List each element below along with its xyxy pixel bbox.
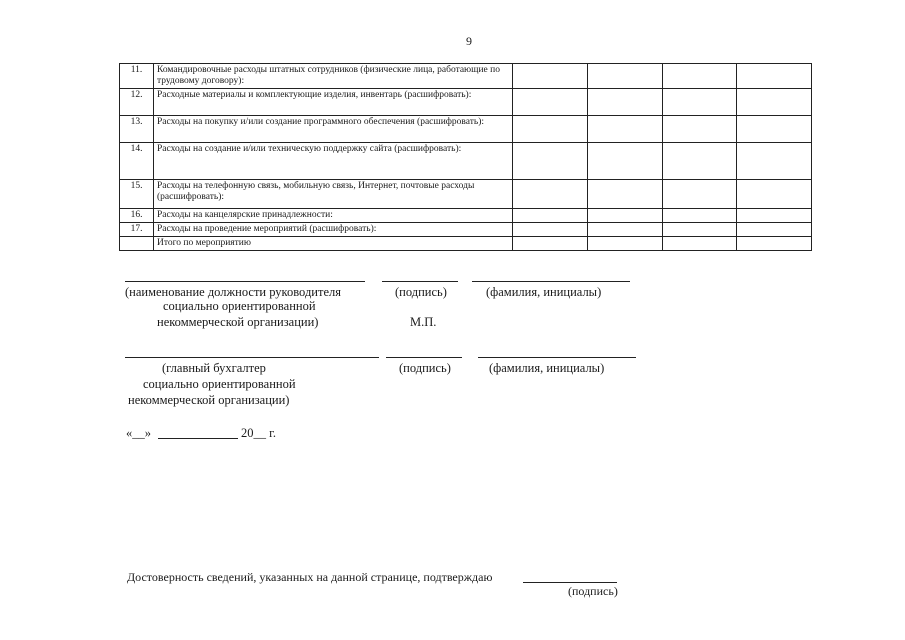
empty-cell xyxy=(588,64,663,89)
empty-cell xyxy=(663,180,737,209)
table-row xyxy=(120,180,812,209)
date-year: 20__ г. xyxy=(241,426,276,440)
row-label: Расходы на проведение мероприятий (расшифровать): xyxy=(154,223,513,237)
empty-cell xyxy=(663,143,737,180)
empty-cell xyxy=(588,180,663,209)
head-name-line xyxy=(472,281,630,282)
row-number: 13. xyxy=(120,116,154,143)
empty-cell xyxy=(663,116,737,143)
empty-cell xyxy=(513,64,588,89)
row-number: 15. xyxy=(120,180,154,209)
row-label: Расходы на покупку и/или создание программного обеспечения (расшифровать): xyxy=(154,116,513,143)
empty-cell xyxy=(588,223,663,237)
empty-cell xyxy=(588,89,663,116)
accountant-name-line xyxy=(478,357,636,358)
empty-cell xyxy=(588,143,663,180)
row-number: 12. xyxy=(120,89,154,116)
table-row-total xyxy=(120,237,812,251)
empty-cell xyxy=(737,89,812,116)
table-row xyxy=(120,116,812,143)
empty-cell xyxy=(588,237,663,251)
empty-cell xyxy=(737,116,812,143)
row-label: Расходы на телефонную связь, мобильную связь, Интернет, почтовые расходы (расшифровать): xyxy=(154,180,513,209)
empty-cell xyxy=(737,209,812,223)
row-number xyxy=(120,237,154,251)
table-row xyxy=(120,223,812,237)
empty-cell xyxy=(513,237,588,251)
empty-cell xyxy=(513,223,588,237)
accountant-signature-label: (подпись) xyxy=(399,361,451,375)
row-label: Итого по мероприятию xyxy=(154,237,513,251)
confirmation-text: Достоверность сведений, указанных на данной странице, подтверждаю xyxy=(127,570,493,584)
empty-cell xyxy=(737,143,812,180)
empty-cell xyxy=(737,237,812,251)
head-signature-label: (подпись) xyxy=(395,285,447,299)
head-org-line1: социально ориентированной xyxy=(163,299,316,313)
row-number: 14. xyxy=(120,143,154,180)
empty-cell xyxy=(588,209,663,223)
row-number: 16. xyxy=(120,209,154,223)
head-signature-line xyxy=(382,281,458,282)
empty-cell xyxy=(737,180,812,209)
row-number: 17. xyxy=(120,223,154,237)
accountant-label-line3: некоммерческой организации) xyxy=(128,393,290,407)
page-number: 9 xyxy=(466,34,472,48)
accountant-label-line1: (главный бухгалтер xyxy=(162,361,266,375)
accountant-line xyxy=(125,357,379,358)
head-position-label: (наименование должности руководителя xyxy=(125,285,341,299)
confirmation-signature-label: (подпись) xyxy=(568,584,618,598)
row-label: Расходные материалы и комплектующие изделия, инвентарь (расшифровать): xyxy=(154,89,513,116)
empty-cell xyxy=(663,89,737,116)
empty-cell xyxy=(513,209,588,223)
row-number: 11. xyxy=(120,64,154,89)
empty-cell xyxy=(513,89,588,116)
empty-cell xyxy=(588,116,663,143)
row-label: Командировочные расходы штатных сотрудников (физические лица, работающие по трудовому договору): xyxy=(154,64,513,89)
head-name-label: (фамилия, инициалы) xyxy=(486,285,602,299)
empty-cell xyxy=(663,64,737,89)
table-row xyxy=(120,89,812,116)
empty-cell xyxy=(513,116,588,143)
expenses-table xyxy=(119,63,812,251)
empty-cell xyxy=(663,223,737,237)
empty-cell xyxy=(663,209,737,223)
empty-cell xyxy=(737,223,812,237)
empty-cell xyxy=(513,143,588,180)
table-row xyxy=(120,143,812,180)
date-month-line xyxy=(158,438,238,439)
accountant-signature-line xyxy=(386,357,462,358)
table-row xyxy=(120,64,812,89)
row-label: Расходы на канцелярские принадлежности: xyxy=(154,209,513,223)
head-org-line2: некоммерческой организации) xyxy=(157,315,319,329)
empty-cell xyxy=(663,237,737,251)
accountant-name-label: (фамилия, инициалы) xyxy=(489,361,605,375)
stamp-label: М.П. xyxy=(410,315,437,329)
empty-cell xyxy=(737,64,812,89)
head-position-line xyxy=(125,281,365,282)
table-row xyxy=(120,209,812,223)
accountant-label-line2: социально ориентированной xyxy=(143,377,296,391)
empty-cell xyxy=(513,180,588,209)
row-label: Расходы на создание и/или техническую поддержку сайта (расшифровать): xyxy=(154,143,513,180)
date-day: «__» xyxy=(126,426,151,440)
